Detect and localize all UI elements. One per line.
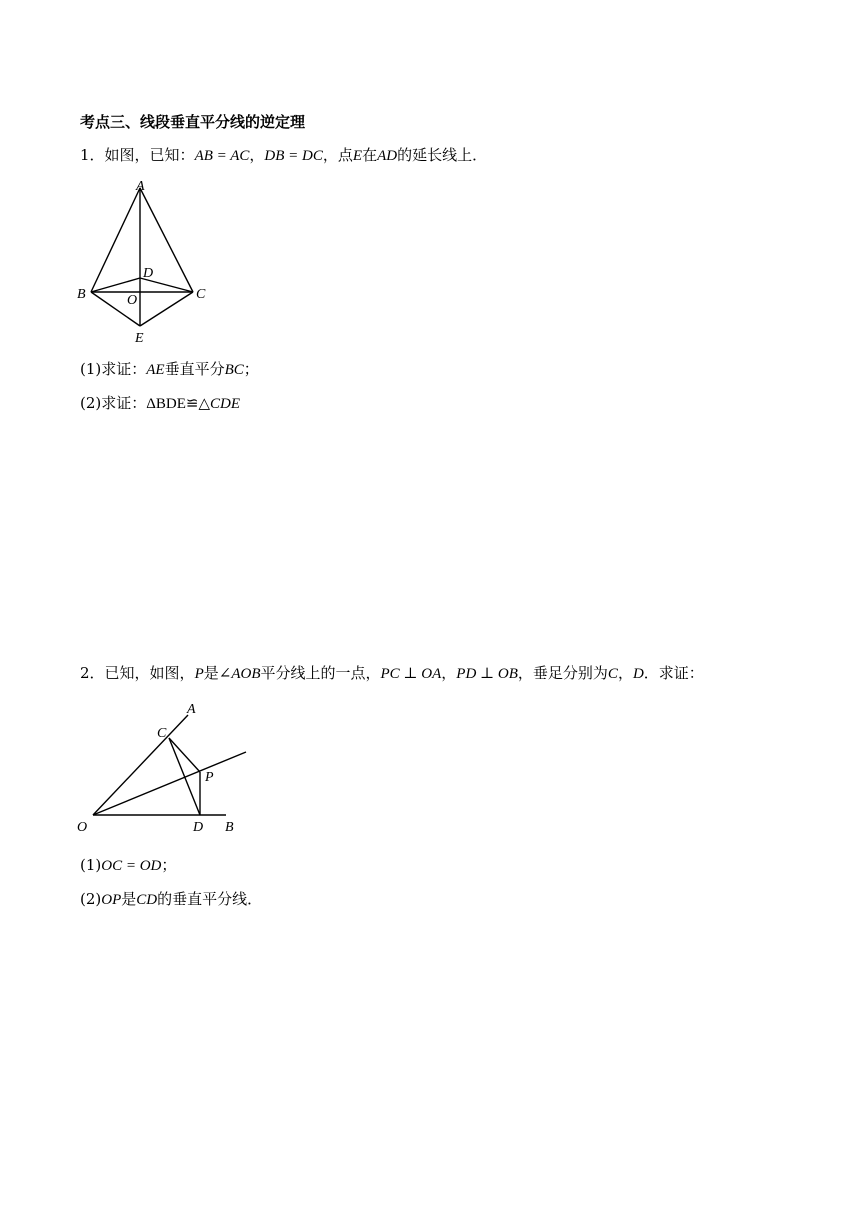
stem-text: ，点 (322, 146, 353, 164)
question-number: 1． (80, 146, 105, 164)
question-2-part-1 (80, 855, 176, 876)
math-expression: PC ⊥ OA (380, 666, 442, 682)
part-text: ； (243, 360, 259, 378)
angle-bisector-figure (0, 0, 260, 840)
question-2-part-2 (80, 889, 262, 910)
point-label-c: C (157, 726, 167, 741)
math-expression: D (632, 666, 644, 682)
ray-oa (93, 715, 188, 815)
stem-text: 是 (203, 664, 219, 682)
part-text: 是 (121, 890, 137, 908)
part-prefix: (1)求证： (80, 360, 147, 378)
point-label-e: E (135, 331, 144, 346)
math-expression: DB = DC (264, 148, 323, 164)
stem-text: 在 (362, 146, 378, 164)
segment-cp (169, 738, 200, 772)
math-expression: E (352, 148, 363, 164)
part-text: ； (161, 856, 177, 874)
part-prefix: (2)求证： (80, 394, 147, 412)
math-expression: AD (377, 148, 398, 164)
math-expression: OC = OD (101, 858, 162, 874)
stem-text: ， (441, 664, 457, 682)
point-label-a: A (136, 179, 145, 194)
section-title: 考点三、线段垂直平分线的逆定理 (80, 113, 306, 131)
part-prefix: (1) (80, 856, 102, 874)
math-expression: ΔBDE (146, 396, 186, 412)
stem-text: 已知，如图， (104, 664, 195, 682)
point-label-o: O (127, 293, 138, 308)
segment-cd (169, 738, 200, 815)
math-expression: AE (146, 362, 165, 378)
math-expression: P (194, 666, 204, 682)
point-label-o: O (77, 820, 88, 835)
stem-text: 平分线上的一点， (260, 664, 381, 682)
stem-text: ．求证： (643, 664, 704, 682)
math-expression: OP (101, 892, 122, 908)
point-label-a: A (187, 702, 196, 717)
stem-text: 的延长线上． (397, 146, 488, 164)
point-label-b: B (77, 287, 86, 302)
math-expression: CD (136, 892, 158, 908)
math-expression: AB = AC (194, 148, 250, 164)
bisector-op (93, 752, 246, 815)
math-expression: BC (224, 362, 244, 378)
math-expression: ∠AOB (218, 666, 261, 682)
point-label-b: B (225, 820, 234, 835)
point-label-c: C (196, 287, 206, 302)
point-label-d: D (193, 820, 204, 835)
point-label-p: P (205, 770, 214, 785)
part-text: 垂直平分 (164, 360, 225, 378)
stem-text: ， (249, 146, 265, 164)
math-expression: C (607, 666, 618, 682)
part-text: 的垂直平分线． (157, 890, 263, 908)
stem-text: ，垂足分别为 (517, 664, 608, 682)
math-expression: PD ⊥ OB (456, 666, 518, 682)
question-number: 2． (80, 664, 105, 682)
math-expression: CDE (210, 396, 241, 412)
stem-text: 如图，已知： (104, 146, 195, 164)
point-label-d: D (143, 266, 154, 281)
part-prefix: (2) (80, 890, 102, 908)
part-text: ≌△ (185, 394, 211, 412)
stem-text: ， (617, 664, 633, 682)
